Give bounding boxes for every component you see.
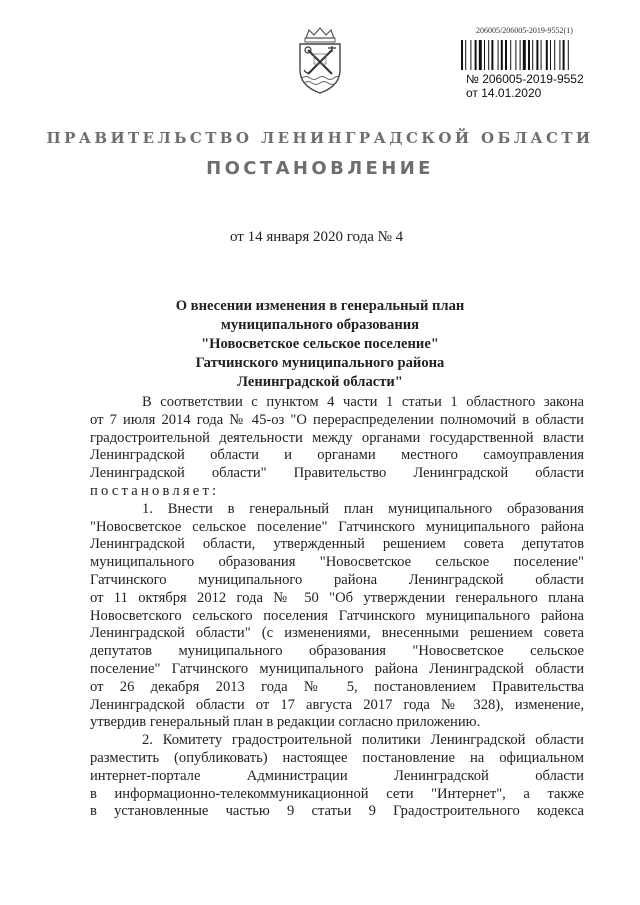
body-line: от 11 октября 2012 года № 50 "Об утверждении генерального плана bbox=[90, 589, 584, 606]
document-date: от 14 января 2020 года № 4 bbox=[230, 229, 404, 245]
subject-line: "Новосветское сельское поселение" bbox=[201, 336, 439, 352]
resolves-word: постановляет: bbox=[90, 482, 220, 499]
body-line: депутатов муниципального образования "Новосветское сельское bbox=[90, 643, 584, 660]
document-type: ПОСТАНОВЛЕНИЕ bbox=[206, 158, 434, 179]
subject-line: Гатчинского муниципального района bbox=[195, 355, 445, 371]
item-1 bbox=[90, 501, 584, 732]
body-line: утвердив генеральный план в редакции согласно приложению. bbox=[90, 714, 481, 731]
body-line: от 26 декабря 2013 года № 5, постановлением Правительства bbox=[90, 678, 584, 695]
body-line: Ленинградской области и органами местного самоуправления bbox=[90, 447, 584, 464]
body-line: Ленинградской области" Правительство Ленинградской области bbox=[90, 465, 584, 482]
body-line: "Новосветское сельское поселение" Гатчинского муниципального района bbox=[90, 518, 584, 535]
subject-line: О внесении изменения в генеральный план bbox=[175, 298, 465, 314]
subject-line: Ленинградской области" bbox=[237, 374, 403, 390]
body-line: Новосветского сельского поселения Гатчинского муниципального района bbox=[90, 607, 584, 624]
body-line: интернет-портале Администрации Ленинградской области bbox=[90, 767, 584, 784]
body-line: В соответствии с пунктом 4 части 1 статьи 1 областного закона bbox=[142, 394, 584, 410]
body-line: 1. Внести в генеральный план муниципального образования bbox=[142, 500, 584, 517]
body-line: муниципального образования "Новосветское сельское поселение" bbox=[90, 554, 584, 571]
body-line: в установленные частью 9 статьи 9 Градостроительного кодекса bbox=[90, 803, 584, 820]
document-id: 206005/206005-2019-9552(1) bbox=[476, 26, 573, 35]
body-line: Ленинградской области" (с изменениями, внесенными решением совета bbox=[90, 625, 584, 642]
coat-of-arms-icon bbox=[292, 26, 348, 96]
document-body bbox=[90, 394, 584, 821]
body-line: Ленинградской области, утвержденный решением совета депутатов bbox=[90, 536, 584, 553]
body-line: градостроительной деятельности между органами государственной власти bbox=[90, 429, 584, 446]
preamble bbox=[90, 394, 584, 501]
barcode-icon bbox=[461, 40, 583, 70]
registration-date: от 14.01.2020 bbox=[466, 86, 542, 100]
body-line: Гатчинского муниципального района Ленинградской области bbox=[90, 571, 584, 588]
body-line: от 7 июля 2014 года № 45-оз "О перераспределении полномочий в области bbox=[90, 411, 584, 428]
government-title: ПРАВИТЕЛЬСТВО ЛЕНИНГРАДСКОЙ ОБЛАСТИ bbox=[46, 129, 594, 147]
body-line: разместить (опубликовать) настоящее постановление на официальном bbox=[90, 749, 584, 766]
registration-number: № 206005-2019-9552 bbox=[466, 72, 584, 86]
body-line: в информационно-телекоммуникационной сети "Интернет", а также bbox=[90, 785, 584, 802]
body-line: поселение" Гатчинского муниципального района Ленинградской области bbox=[90, 660, 584, 677]
body-line: 2. Комитету градостроительной политики Ленинградской области bbox=[142, 732, 584, 749]
body-line: Ленинградской области от 17 августа 2017 года № 328), изменение, bbox=[90, 696, 584, 713]
document-subject bbox=[150, 297, 490, 392]
subject-line: муниципального образования bbox=[220, 317, 420, 333]
registration-stamp bbox=[466, 72, 584, 100]
item-2 bbox=[90, 732, 584, 821]
